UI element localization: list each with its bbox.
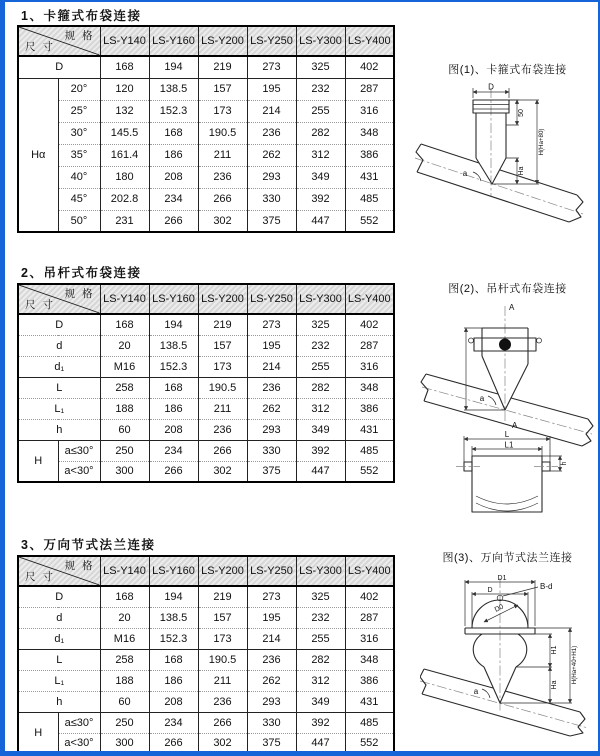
- dim-label-H1: H1: [551, 645, 558, 655]
- cell: 300: [100, 733, 149, 754]
- column-header: LS-Y250: [247, 26, 296, 56]
- cell: 236: [247, 649, 296, 670]
- cell: 375: [247, 210, 296, 232]
- cell: 250: [100, 440, 149, 461]
- corner-label-spec: 规 格: [64, 560, 95, 572]
- cell: 302: [198, 210, 247, 232]
- row-label: h: [18, 419, 100, 440]
- cell: 348: [345, 122, 394, 144]
- table-row: [18, 691, 394, 712]
- cell: 447: [296, 733, 345, 754]
- break-line-right: [570, 712, 585, 736]
- pipe-saddle-arcs: [476, 496, 538, 511]
- cell: 325: [296, 314, 345, 335]
- cell: 20: [100, 607, 149, 628]
- row-label: a<30°: [58, 461, 100, 482]
- cell: 168: [149, 122, 198, 144]
- dim-label-H: H(Ha+80): [538, 128, 545, 156]
- row-label: 35°: [58, 144, 100, 166]
- cell: 219: [198, 586, 247, 607]
- cell: 266: [198, 188, 247, 210]
- cell: 431: [345, 691, 394, 712]
- row-label: a≤30°: [58, 440, 100, 461]
- table-row: [18, 377, 394, 398]
- pipe-upper-edge-right: [511, 398, 588, 419]
- dim-label-L: L: [504, 430, 510, 439]
- table-row: [18, 712, 394, 733]
- cell: 485: [345, 440, 394, 461]
- pipe-upper-edge-left: [426, 374, 498, 394]
- cell: 330: [247, 188, 296, 210]
- table-row: [18, 188, 394, 210]
- angle-arc: [473, 172, 481, 181]
- cell: 312: [296, 670, 345, 691]
- corner-header: [18, 284, 100, 314]
- angle-label: a: [473, 687, 479, 696]
- table-row: [18, 78, 394, 100]
- cell: 258: [100, 377, 149, 398]
- cell: 120: [100, 78, 149, 100]
- cell: 219: [198, 314, 247, 335]
- cell: 231: [100, 210, 149, 232]
- centerline-incline: [420, 681, 588, 728]
- cell: 195: [247, 78, 296, 100]
- corner-label-size: 尺 寸: [25, 41, 55, 53]
- table-row: [18, 628, 394, 649]
- column-header: LS-Y200: [198, 26, 247, 56]
- dim-label-A-top: A: [509, 303, 515, 312]
- cell: 316: [345, 356, 394, 377]
- cell: 168: [100, 56, 149, 78]
- cell: 250: [100, 712, 149, 733]
- cell: 485: [345, 188, 394, 210]
- cell: 186: [149, 398, 198, 419]
- cell: 266: [149, 210, 198, 232]
- cell: 255: [296, 100, 345, 122]
- row-label: L: [18, 377, 100, 398]
- cell: 20: [100, 335, 149, 356]
- table-row: [18, 419, 394, 440]
- cell: 386: [345, 670, 394, 691]
- cell: 300: [100, 461, 149, 482]
- table-row: [18, 670, 394, 691]
- cell: 186: [149, 670, 198, 691]
- cell: 132: [100, 100, 149, 122]
- pipe-upper-edge-left: [421, 144, 479, 163]
- row-label: d₁: [18, 628, 100, 649]
- hanger-ball: [499, 339, 511, 351]
- cell: 234: [149, 440, 198, 461]
- pipe-front-view: [472, 456, 542, 512]
- cell: 330: [247, 440, 296, 461]
- cell: 348: [345, 377, 394, 398]
- cell: 168: [100, 586, 149, 607]
- row-label: D: [18, 586, 100, 607]
- cell: 190.5: [198, 122, 247, 144]
- cell: 282: [296, 649, 345, 670]
- column-header: LS-Y250: [247, 556, 296, 586]
- cell: 266: [198, 712, 247, 733]
- cell: 287: [345, 78, 394, 100]
- dim-label-Ha: Ha: [551, 680, 558, 690]
- cell: 208: [149, 166, 198, 188]
- dim-label-D: D: [487, 587, 493, 594]
- cell: 262: [247, 398, 296, 419]
- cell: 168: [149, 377, 198, 398]
- figure-2-drawing: [420, 298, 595, 526]
- angle-label: a: [462, 169, 468, 178]
- cell: 316: [345, 628, 394, 649]
- pipe-upper-edge-right: [500, 170, 577, 195]
- cell: 349: [296, 166, 345, 188]
- cell: 552: [345, 733, 394, 754]
- section-1-title: 1、卡箍式布袋连接: [21, 9, 142, 23]
- row-label: a≤30°: [58, 712, 100, 733]
- cell: 145.5: [100, 122, 149, 144]
- row-label: D: [18, 56, 100, 78]
- dim-label-L1: L1: [504, 440, 514, 450]
- ball-left: [473, 634, 484, 667]
- cell: 402: [345, 586, 394, 607]
- column-header: LS-Y200: [198, 284, 247, 314]
- break-line-right: [569, 195, 583, 222]
- ext-lines-h: [542, 456, 562, 471]
- cell: 190.5: [198, 377, 247, 398]
- cell: 287: [345, 335, 394, 356]
- centerline-incline: [422, 387, 592, 434]
- group-label: H: [18, 712, 58, 754]
- cell: 202.8: [100, 188, 149, 210]
- cell: 392: [296, 188, 345, 210]
- dim-label-A-bottom: A: [512, 421, 518, 430]
- cell: 188: [100, 670, 149, 691]
- cell: 60: [100, 691, 149, 712]
- cell: 375: [247, 461, 296, 482]
- header-row: [18, 556, 394, 586]
- cell: 258: [100, 649, 149, 670]
- angle-label: a: [479, 394, 485, 403]
- cell: M16: [100, 628, 149, 649]
- table-row: [18, 144, 394, 166]
- cell: 138.5: [149, 78, 198, 100]
- cell: 60: [100, 419, 149, 440]
- column-header: LS-Y160: [149, 556, 198, 586]
- column-header: LS-Y300: [296, 556, 345, 586]
- cell: 293: [247, 166, 296, 188]
- section-3-title: 3、万向节式法兰连接: [21, 538, 156, 552]
- figure-1-caption: 图(1)、卡箍式布袋连接: [448, 64, 567, 76]
- cell: 375: [247, 733, 296, 754]
- dim-label-Ha: Ha: [518, 166, 525, 176]
- cell: 236: [198, 166, 247, 188]
- cell: 168: [100, 314, 149, 335]
- cell: 157: [198, 335, 247, 356]
- cell: 232: [296, 607, 345, 628]
- hanger-ring-left: [469, 338, 474, 343]
- pipe-upper-edge-right: [505, 691, 580, 712]
- row-label: 25°: [58, 100, 100, 122]
- table-row: [18, 398, 394, 419]
- cell: 195: [247, 607, 296, 628]
- break-line-right: [582, 419, 593, 446]
- cell: 431: [345, 166, 394, 188]
- corner-header: [18, 556, 100, 586]
- cell: 282: [296, 377, 345, 398]
- cell: 485: [345, 712, 394, 733]
- cell: 152.3: [149, 356, 198, 377]
- cell: 138.5: [149, 607, 198, 628]
- cell: 152.3: [149, 628, 198, 649]
- figure-2-caption: 图(2)、吊杆式布袋连接: [448, 283, 567, 295]
- cell: 157: [198, 607, 247, 628]
- row-label: L₁: [18, 398, 100, 419]
- pipe-lower-edge: [422, 694, 570, 736]
- cell: 402: [345, 56, 394, 78]
- row-label: L₁: [18, 670, 100, 691]
- header-row: [18, 284, 394, 314]
- table-row: [18, 733, 394, 754]
- cell: 266: [149, 461, 198, 482]
- cell: 316: [345, 100, 394, 122]
- centerline-incline: [415, 158, 583, 214]
- dim-label-H: H(Ha+40+H1): [571, 645, 578, 685]
- cell: 293: [247, 419, 296, 440]
- cell: 208: [149, 691, 198, 712]
- header-row: [18, 26, 394, 56]
- cell: 392: [296, 712, 345, 733]
- dim-label-D0: D0: [493, 603, 505, 614]
- cell: 236: [198, 419, 247, 440]
- cell: 266: [198, 440, 247, 461]
- cell: 214: [247, 100, 296, 122]
- cell: 194: [149, 56, 198, 78]
- table-row: [18, 586, 394, 607]
- table-row: [18, 356, 394, 377]
- corner-label-spec: 规 格: [64, 30, 95, 42]
- dim-label-Bd: B-d: [540, 582, 553, 591]
- cell: 349: [296, 419, 345, 440]
- cell: 302: [198, 461, 247, 482]
- column-header: LS-Y300: [296, 26, 345, 56]
- row-label: 40°: [58, 166, 100, 188]
- row-label: a<30°: [58, 733, 100, 754]
- cell: 194: [149, 586, 198, 607]
- figure-1-drawing: [413, 80, 598, 230]
- table-hanger-bag-connection: [17, 283, 395, 483]
- leader-Bd: [503, 587, 538, 596]
- cell: 282: [296, 122, 345, 144]
- cell: 386: [345, 144, 394, 166]
- table-row: [18, 461, 394, 482]
- cell: 402: [345, 314, 394, 335]
- cell: 211: [198, 398, 247, 419]
- column-header: LS-Y300: [296, 284, 345, 314]
- cell: 325: [296, 56, 345, 78]
- cell: 232: [296, 78, 345, 100]
- column-header: LS-Y250: [247, 284, 296, 314]
- cell: 161.4: [100, 144, 149, 166]
- cell: 325: [296, 586, 345, 607]
- section-2-title: 2、吊杆式布袋连接: [21, 266, 142, 280]
- row-label: 20°: [58, 78, 100, 100]
- cell: 157: [198, 78, 247, 100]
- cell: 173: [198, 100, 247, 122]
- cell: 173: [198, 356, 247, 377]
- figure-3-drawing: [420, 572, 595, 750]
- dim-label-D: D: [488, 82, 494, 92]
- cell: 173: [198, 628, 247, 649]
- cell: 236: [247, 377, 296, 398]
- cell: 214: [247, 628, 296, 649]
- cell: 262: [247, 670, 296, 691]
- column-header: LS-Y200: [198, 556, 247, 586]
- cell: 194: [149, 314, 198, 335]
- cell: 262: [247, 144, 296, 166]
- group-label: Hα: [18, 78, 58, 232]
- table-row: [18, 210, 394, 232]
- dim-label-h: h: [561, 461, 568, 466]
- column-header: LS-Y140: [100, 26, 149, 56]
- cell: 255: [296, 356, 345, 377]
- cell: 273: [247, 314, 296, 335]
- cell: 386: [345, 398, 394, 419]
- cell: 190.5: [198, 649, 247, 670]
- cell: 219: [198, 56, 247, 78]
- corner-label-spec: 规 格: [64, 288, 95, 300]
- row-label: d₁: [18, 356, 100, 377]
- cell: 447: [296, 210, 345, 232]
- cell: 234: [149, 712, 198, 733]
- cell: 349: [296, 691, 345, 712]
- ext-lines-right: [500, 628, 572, 703]
- column-header: LS-Y400: [345, 26, 394, 56]
- group-label: H: [18, 440, 58, 482]
- cell: M16: [100, 356, 149, 377]
- cell: 211: [198, 670, 247, 691]
- row-label: L: [18, 649, 100, 670]
- cell: 195: [247, 335, 296, 356]
- row-label: D: [18, 314, 100, 335]
- cell: 330: [247, 712, 296, 733]
- break-line-left: [416, 144, 423, 172]
- cell: 255: [296, 628, 345, 649]
- table-row: [18, 166, 394, 188]
- table-row: [18, 314, 394, 335]
- table-row: [18, 122, 394, 144]
- cell: 312: [296, 398, 345, 419]
- row-label: 50°: [58, 210, 100, 232]
- cell: 447: [296, 461, 345, 482]
- corner-label-size: 尺 寸: [25, 299, 55, 311]
- cell: 188: [100, 398, 149, 419]
- cell: 312: [296, 144, 345, 166]
- cell: 211: [198, 144, 247, 166]
- angle-arc: [482, 689, 490, 698]
- table-row: [18, 335, 394, 356]
- table-row: [18, 56, 394, 78]
- cell: 208: [149, 419, 198, 440]
- dim-label-D1: D1: [497, 575, 507, 582]
- table-clamp-bag-connection: [17, 25, 395, 233]
- cell: 236: [198, 691, 247, 712]
- row-label: d: [18, 607, 100, 628]
- pipe-lower-edge: [417, 172, 569, 222]
- cell: 168: [149, 649, 198, 670]
- dim-label-50: 50: [518, 109, 525, 117]
- cell: 273: [247, 56, 296, 78]
- cell: 302: [198, 733, 247, 754]
- cell: 552: [345, 210, 394, 232]
- row-label: h: [18, 691, 100, 712]
- ball-right: [516, 634, 527, 667]
- cell: 234: [149, 188, 198, 210]
- column-header: LS-Y400: [345, 556, 394, 586]
- cell: 431: [345, 419, 394, 440]
- cell: 348: [345, 649, 394, 670]
- cell: 186: [149, 144, 198, 166]
- cell: 293: [247, 691, 296, 712]
- cell: 273: [247, 586, 296, 607]
- row-label: d: [18, 335, 100, 356]
- row-label: 30°: [58, 122, 100, 144]
- cell: 236: [247, 122, 296, 144]
- angle-arc: [488, 396, 496, 405]
- cell: 552: [345, 461, 394, 482]
- table-row: [18, 440, 394, 461]
- row-label: 45°: [58, 188, 100, 210]
- ext-lines-A: [464, 328, 505, 410]
- corner-label-size: 尺 寸: [25, 571, 55, 583]
- hanger-ring-right: [537, 338, 542, 343]
- column-header: LS-Y140: [100, 284, 149, 314]
- figure-3-caption: 图(3)、万向节式法兰连接: [442, 552, 573, 564]
- cell: 266: [149, 733, 198, 754]
- corner-header: [18, 26, 100, 56]
- column-header: LS-Y160: [149, 284, 198, 314]
- cell: 214: [247, 356, 296, 377]
- table-universal-flange-connection: [17, 555, 395, 755]
- column-header: LS-Y400: [345, 284, 394, 314]
- cell: 232: [296, 335, 345, 356]
- cell: 152.3: [149, 100, 198, 122]
- table-row: [18, 100, 394, 122]
- table-row: [18, 649, 394, 670]
- cell: 392: [296, 440, 345, 461]
- column-header: LS-Y140: [100, 556, 149, 586]
- cell: 287: [345, 607, 394, 628]
- cell: 138.5: [149, 335, 198, 356]
- column-header: LS-Y160: [149, 26, 198, 56]
- cell: 180: [100, 166, 149, 188]
- table-row: [18, 607, 394, 628]
